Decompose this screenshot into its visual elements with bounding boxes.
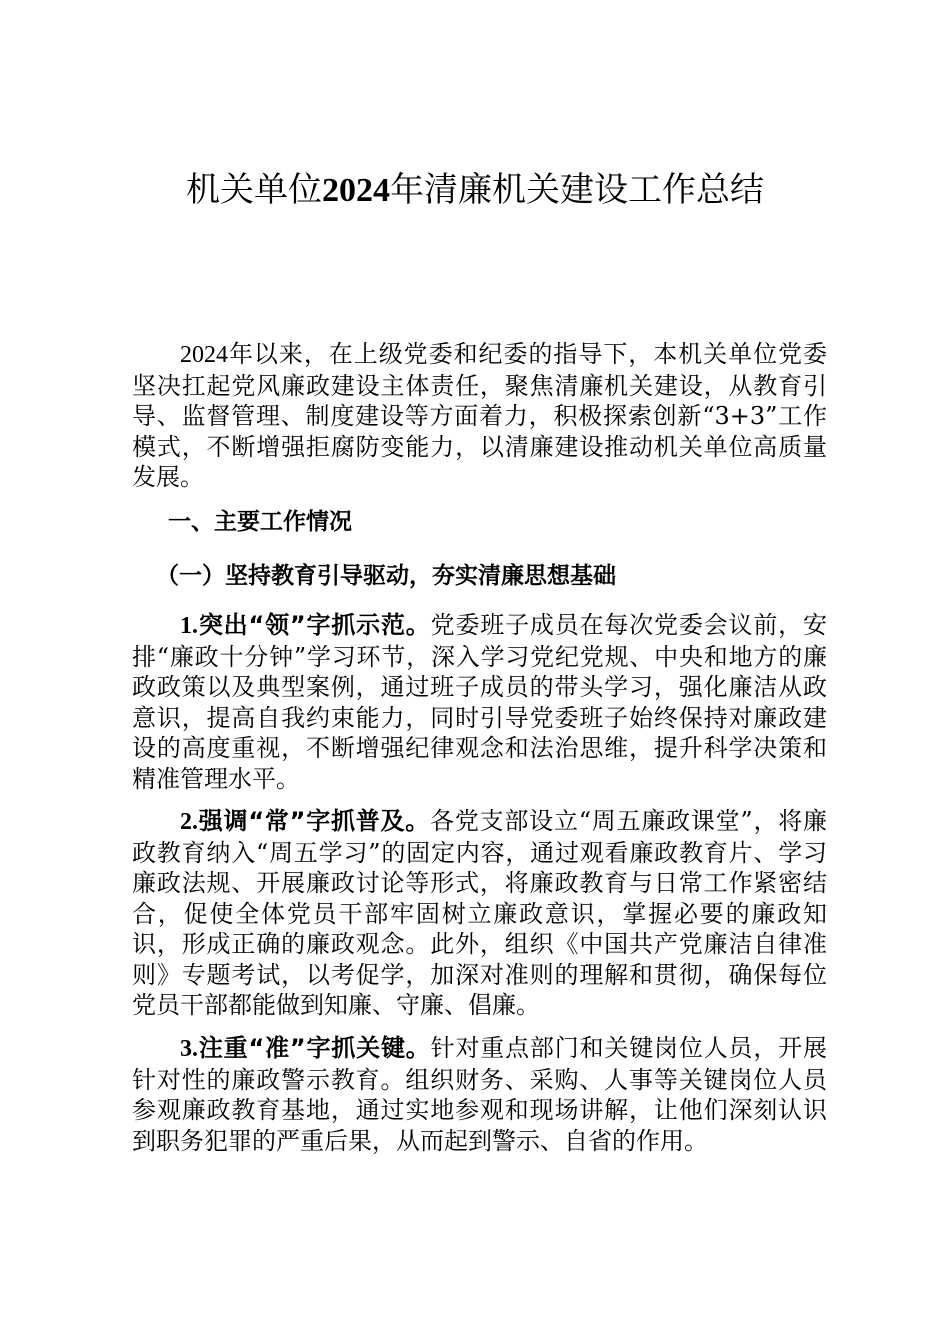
title-year: 2024 [322, 172, 390, 209]
item-number: 3. [180, 1036, 198, 1062]
section-heading: 一、主要工作情况 [168, 509, 352, 535]
item-paragraph-1 [132, 610, 827, 794]
subsection-heading-block [132, 561, 827, 591]
subsection-heading: （一）坚持教育引导驱动，夯实清廉思想基础 [156, 563, 616, 589]
intro-text: 年以来，在上级党委和纪委的指导下，本机关单位党委坚决扛起党风廉政建设主体责任，聚焦清廉机关建设，从教育引导、监督管理、制度建设等方面着力，积极探索创新“3+3”工作模式，不断增强拒腐防变能力，以清廉建设推动机关单位高质量发展。 [132, 340, 827, 491]
title-prefix: 机关单位 [186, 170, 322, 210]
item-text: 党委班子成员在每次党委会议前，安排“廉政十分钟”学习环节，深入学习党纪党规、中央和地方的廉政政策以及典型案例，通过班子成员的带头学习，强化廉洁从政意识，提高自我约束能力，同时引导党委班子始终保持对廉政建设的高度重视，不断增强纪律观念和法治思维，提升科学决策和精准管理水平。 [132, 611, 828, 793]
item-2-block [132, 806, 827, 1021]
intro-block [132, 339, 827, 493]
item-lead: 强调“常”字抓普及。 [198, 807, 431, 835]
item-paragraph-2 [132, 806, 827, 1021]
title-suffix: 年清廉机关建设工作总结 [390, 170, 764, 210]
item-1-block [132, 610, 827, 794]
section-heading-block [132, 507, 827, 537]
item-number: 1. [180, 613, 198, 639]
intro-year: 2024 [180, 342, 228, 368]
intro-paragraph [132, 339, 827, 493]
item-text: 针对重点部门和关键岗位人员，开展针对性的廉政警示教育。组织财务、采购、人事等关键岗位人员参观廉政教育基地，通过实地参观和现场讲解，让他们深刻认识到职务犯罪的严重后果，从而起到警示、自省的作用。 [132, 1034, 828, 1155]
item-lead: 突出“领”字抓示范。 [198, 611, 431, 639]
document-title [0, 166, 950, 215]
item-paragraph-3 [132, 1033, 827, 1156]
item-number: 2. [180, 809, 198, 835]
item-lead: 注重“准”字抓关键。 [198, 1034, 431, 1062]
item-text: 各党支部设立“周五廉政课堂”，将廉政教育纳入“周五学习”的固定内容，通过观看廉政教育片、学习廉政法规、开展廉政讨论等形式，将廉政教育与日常工作紧密结合，促使全体党员干部牢固树立廉政意识，掌握必要的廉政知识，形成正确的廉政观念。此外，组织《中国共产党廉洁自律准则》专题考试，以考促学，加深对准则的理解和贯彻，确保每位党员干部都能做到知廉、守廉、倡廉。 [132, 807, 828, 1019]
item-3-block [132, 1033, 827, 1156]
